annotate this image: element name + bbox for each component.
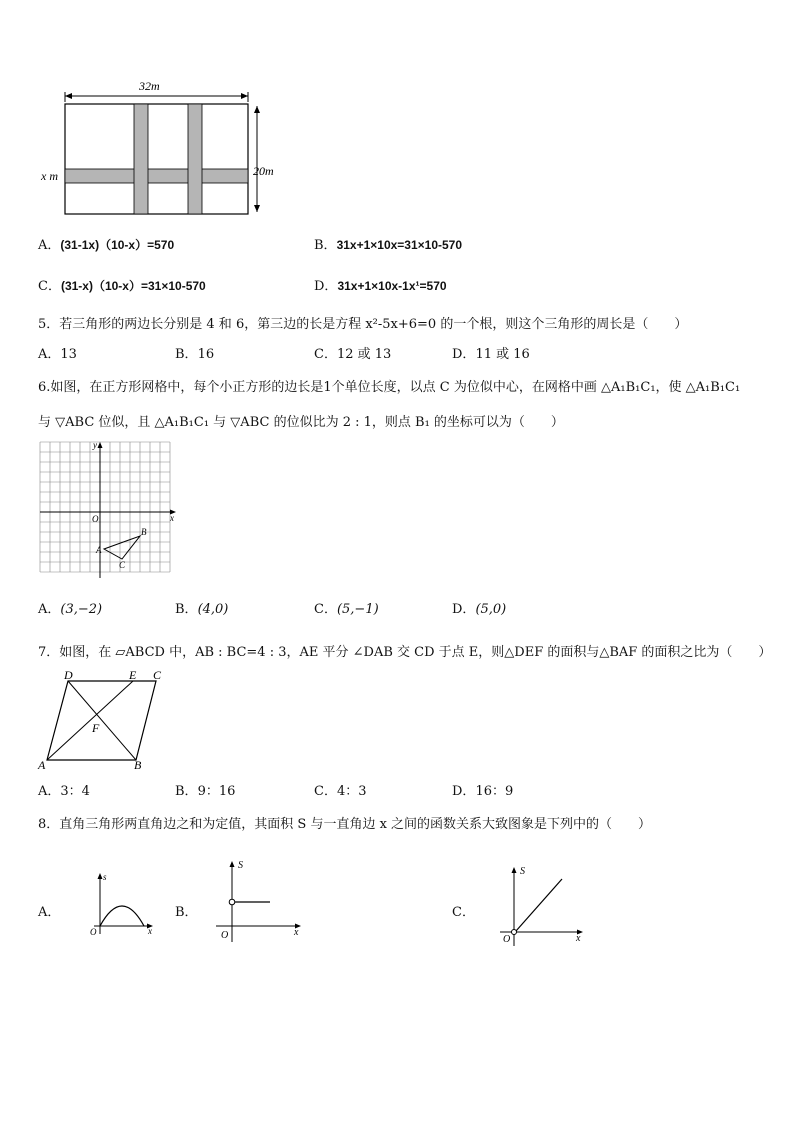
- q8-c-origin: O: [503, 934, 511, 945]
- q8-b-y-label: S: [238, 860, 243, 871]
- q5-option-d[interactable]: [452, 343, 530, 362]
- option-text: (5,0): [475, 602, 507, 617]
- option-letter: D．: [452, 784, 476, 799]
- option-letter: B．: [175, 784, 198, 799]
- q8-a-x-label: x: [148, 926, 152, 936]
- q5-stem: 5．若三角形的两边长分别是 4 和 6，第三边的长是方程 x²-5x+6=0 的一个根，则这个三角形的周长是（ ）: [38, 317, 688, 332]
- option-letter: D．: [314, 279, 338, 294]
- q7-stem: 7．如图，在 ▱ABCD 中，AB : BC=4 : 3，AE 平分 ∠DAB 交 CD 于点 E，则△DEF 的面积与△BAF 的面积之比为（ ）: [38, 645, 772, 660]
- option-text: 31x+1×10x=31×10-570: [336, 238, 463, 252]
- q6-point-b: B: [141, 527, 147, 537]
- q6-x-label: x: [170, 513, 174, 523]
- option-text: (5,−1): [336, 602, 379, 617]
- q8-stem: 8．直角三角形两直角边之和为定值，其面积 S 与一直角边 x 之间的函数关系大致图象是下列中的（ ）: [38, 817, 652, 832]
- q6-grid-figure: [38, 440, 178, 580]
- q8-c-y-label: S: [520, 866, 525, 877]
- q8-graph-b[interactable]: [212, 856, 304, 944]
- q6-option-d[interactable]: [452, 598, 506, 617]
- q7-point-f: F: [92, 721, 100, 735]
- q7-option-d[interactable]: [452, 780, 513, 799]
- q4-height-label: 20m: [253, 164, 274, 178]
- q6-triangle-abc: [104, 536, 140, 559]
- q8-b-x-label: x: [294, 927, 299, 938]
- q6-option-c[interactable]: [314, 598, 379, 617]
- option-text: (31-x)（10-x）=31×10-570: [60, 279, 206, 293]
- option-letter: A．: [38, 784, 61, 799]
- q8-a-origin: O: [90, 927, 97, 936]
- q4-road-figure: [35, 78, 295, 220]
- q6-option-a[interactable]: [38, 598, 102, 617]
- q6-point-a: A: [96, 545, 102, 555]
- q6-option-b[interactable]: [175, 598, 228, 617]
- q4-option-b[interactable]: [314, 234, 462, 253]
- q5-option-a[interactable]: [38, 343, 77, 362]
- q7-parallelogram-figure: [36, 668, 171, 773]
- q8-c-x-label: x: [576, 933, 581, 944]
- q5-option-c[interactable]: [314, 343, 391, 362]
- option-letter: D．: [452, 602, 476, 617]
- q7-point-b: B: [134, 758, 142, 772]
- option-letter: B．: [175, 347, 198, 362]
- option-letter: A．: [38, 238, 61, 253]
- option-letter: D．: [452, 347, 476, 362]
- q8-option-a[interactable]: A．: [38, 905, 61, 920]
- q6-y-label: y: [93, 440, 97, 450]
- option-text: (31-1x)（10-x）=570: [60, 238, 175, 252]
- option-letter: A．: [38, 347, 61, 362]
- q7-option-c[interactable]: [314, 780, 367, 799]
- q7-option-a[interactable]: [38, 780, 90, 799]
- q8-graph-c[interactable]: [496, 862, 588, 948]
- q7-point-d: D: [64, 668, 73, 682]
- q8-option-b[interactable]: B．: [175, 905, 198, 920]
- option-text: (4,0): [197, 602, 229, 617]
- option-letter: A．: [38, 602, 61, 617]
- q7-point-c: C: [153, 668, 162, 682]
- q5-option-b[interactable]: [175, 343, 214, 362]
- option-letter: C．: [38, 279, 61, 294]
- q6-stem-line2: 与 ▽ABC 位似，且 △A₁B₁C₁ 与 ▽ABC 的位似比为 2 : 1，则点 B₁ 的坐标可以为（ ）: [38, 415, 564, 430]
- option-letter: C．: [314, 602, 337, 617]
- q8-b-origin: O: [221, 930, 229, 941]
- q4-road-label: x m: [41, 169, 58, 183]
- option-text: 11 或 16: [475, 347, 530, 362]
- option-text: 9：16: [197, 784, 236, 799]
- q7-point-a: A: [38, 758, 46, 772]
- q4-option-c[interactable]: [38, 275, 206, 294]
- q6-origin-label: O: [92, 514, 99, 524]
- q8-option-c[interactable]: C．: [452, 905, 475, 920]
- option-text: 3：4: [60, 784, 90, 799]
- q7-point-e: E: [129, 668, 137, 682]
- option-letter: B．: [175, 602, 198, 617]
- q7-option-b[interactable]: [175, 780, 235, 799]
- option-text: 31x+1×10x-1x¹=570: [337, 279, 447, 293]
- q4-option-d[interactable]: [314, 275, 447, 294]
- option-letter: B．: [314, 238, 337, 253]
- option-text: 16: [197, 347, 215, 362]
- option-text: (3,−2): [60, 602, 103, 617]
- option-text: 13: [60, 347, 77, 362]
- q8-graph-a[interactable]: [86, 870, 158, 936]
- option-text: 16：9: [475, 784, 514, 799]
- q4-width-label: 32m: [139, 79, 160, 93]
- option-letter: C．: [314, 347, 337, 362]
- q8-a-y-label: s: [103, 872, 107, 882]
- q6-stem-line1: 6.如图，在正方形网格中，每个小正方形的边长是1个单位长度，以点 C 为位似中心，在网格中画 △A₁B₁C₁，使 △A₁B₁C₁: [38, 380, 741, 395]
- q6-point-c: C: [119, 560, 126, 570]
- option-text: 12 或 13: [336, 347, 392, 362]
- q4-option-a[interactable]: [38, 234, 174, 253]
- option-text: 4：3: [336, 784, 367, 799]
- option-letter: C．: [314, 784, 337, 799]
